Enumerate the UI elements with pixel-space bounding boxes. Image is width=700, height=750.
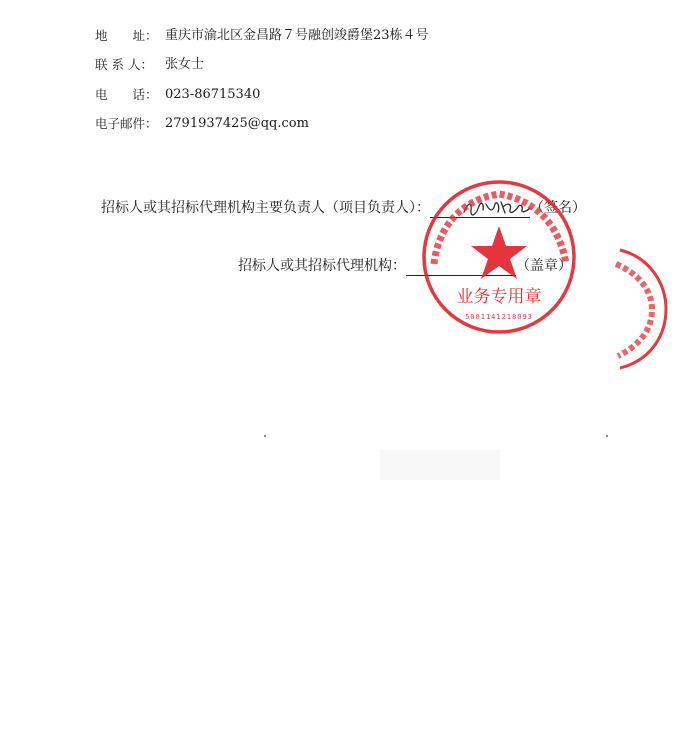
responsible-signature-note: （签名） xyxy=(530,200,586,216)
scan-speck xyxy=(264,435,266,437)
address-label: 地 址： xyxy=(95,28,158,43)
partial-seal-edge xyxy=(610,246,670,372)
official-seal xyxy=(420,178,578,336)
contact-person-label: 联 系 人： xyxy=(95,57,153,72)
seal-bottom-text: 业务专用章 xyxy=(456,287,542,307)
scan-smudge xyxy=(380,450,500,480)
seal-star-icon xyxy=(471,226,527,279)
scan-speck xyxy=(606,435,608,437)
address-value: 重庆市渝北区金昌路７号融创竣爵堡23栋４号 xyxy=(165,28,429,43)
seal-serial-number: 5001141218093 xyxy=(465,313,533,321)
agency-seal-prompt: 招标人或其招标代理机构： xyxy=(238,258,406,274)
agency-seal-note: （盖章） xyxy=(516,258,572,274)
phone-label: 电 话： xyxy=(95,87,158,102)
contact-person-value: 张女士 xyxy=(165,57,205,72)
email-label: 电子邮件： xyxy=(95,116,158,131)
phone-value: 023-86715340 xyxy=(165,87,261,102)
email-value: 2791937425@qq.com xyxy=(165,116,309,131)
responsible-signature-prompt: 招标人或其招标代理机构主要负责人（项目负责人）： xyxy=(101,200,430,216)
